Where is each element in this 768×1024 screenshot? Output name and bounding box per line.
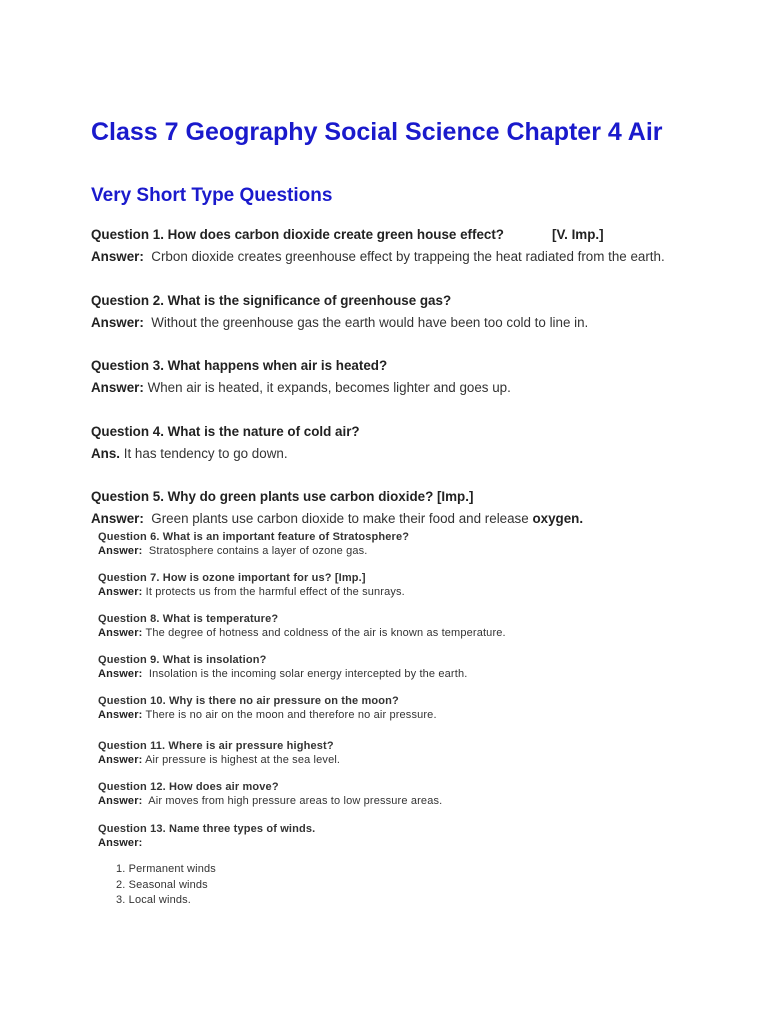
answer-label: Answer: (91, 511, 144, 526)
question-text: Question 7. How is ozone important for us? [Imp.] (98, 572, 366, 584)
question-block-2 (91, 292, 711, 331)
question-block-8 (98, 613, 658, 640)
answer-body: The degree of hotness and coldness of the air is known as temperature. (145, 627, 506, 639)
answer-emphasis: oxygen. (532, 511, 584, 526)
question-text: Question 8. What is temperature? (98, 613, 279, 625)
answer-text (91, 248, 711, 265)
question-text (91, 488, 711, 505)
answer-body: Stratosphere contains a layer of ozone gas. (148, 545, 368, 557)
answer-text (91, 445, 711, 462)
question-label: Question 3. What happens when air is heated? (91, 358, 388, 373)
question-block-9 (98, 654, 658, 681)
answer-text (98, 545, 658, 558)
answer-text (98, 668, 658, 681)
winds-list (116, 862, 216, 909)
importance-tag: [V. Imp.] (551, 227, 604, 242)
question-block-3 (91, 357, 711, 396)
question-block-6 (98, 531, 658, 558)
question-text: Question 9. What is insolation? (98, 654, 267, 666)
answer-text (98, 795, 658, 808)
answer-body: Green plants use carbon dioxide to make their food and release (151, 511, 529, 526)
answer-body: Crbon dioxide creates greenhouse effect by trappeing the heat radiated from the earth. (151, 249, 665, 264)
answer-label: Answer: (98, 627, 143, 639)
question-block-4 (91, 423, 711, 462)
question-block-11 (98, 740, 658, 767)
answer-text (98, 837, 658, 850)
answer-label: Answer: (98, 795, 143, 807)
answer-body: Air moves from high pressure areas to low pressure areas. (148, 795, 443, 807)
question-block-10 (98, 695, 658, 722)
question-label: Question 1. How does carbon dioxide create green house effect? (91, 227, 504, 242)
question-label: Question 5. Why do green plants use carbon dioxide? [Imp.] (91, 489, 474, 504)
answer-label: Answer: (91, 315, 144, 330)
answer-body: There is no air on the moon and therefore no air pressure. (145, 709, 437, 721)
answer-text (98, 586, 658, 599)
question-text (91, 226, 711, 243)
answer-text (98, 754, 658, 767)
answer-body: Air pressure is highest at the sea level. (145, 754, 341, 766)
answer-body: It has tendency to go down. (123, 446, 288, 461)
question-block-7 (98, 572, 658, 599)
answer-text (98, 627, 658, 640)
answer-body: It protects us from the harmful effect of the sunrays. (145, 586, 405, 598)
answer-body: When air is heated, it expands, becomes lighter and goes up. (147, 380, 511, 395)
question-text (91, 292, 711, 309)
question-label: Question 2. What is the significance of greenhouse gas? (91, 293, 452, 308)
answer-label: Answer: (98, 668, 143, 680)
answer-text (91, 314, 711, 331)
page-title: Class 7 Geography Social Science Chapter 4 Air (91, 118, 663, 146)
answer-body: Without the greenhouse gas the earth would have been too cold to line in. (151, 315, 589, 330)
answer-text (91, 379, 711, 396)
answer-text (91, 510, 711, 527)
question-text: Question 13. Name three types of winds. (98, 823, 316, 835)
answer-label: Answer: (98, 709, 143, 721)
list-item: 3. Local winds. (116, 894, 192, 906)
list-item: 2. Seasonal winds (116, 878, 208, 891)
question-block-1 (91, 226, 711, 265)
answer-body: Insolation is the incoming solar energy intercepted by the earth. (148, 668, 468, 680)
answer-label: Answer: (91, 249, 144, 264)
question-text: Question 6. What is an important feature of Stratosphere? (98, 531, 410, 543)
question-text: Question 10. Why is there no air pressure on the moon? (98, 695, 399, 707)
question-block-12 (98, 781, 658, 808)
answer-label: Answer: (98, 754, 143, 766)
question-text: Question 11. Where is air pressure highest? (98, 740, 334, 752)
question-text (91, 423, 711, 440)
answer-label: Answer: (98, 837, 143, 849)
question-block-13 (98, 823, 658, 850)
answer-label: Answer: (98, 586, 143, 598)
question-text (91, 357, 711, 374)
list-item: 1. Permanent winds (116, 863, 216, 875)
answer-label: Answer: (98, 545, 143, 557)
question-label: Question 4. What is the nature of cold air? (91, 424, 360, 439)
question-text: Question 12. How does air move? (98, 781, 279, 793)
section-title: Very Short Type Questions (91, 185, 333, 206)
answer-text (98, 709, 658, 722)
answer-label: Ans. (91, 446, 121, 461)
answer-label: Answer: (91, 380, 144, 395)
question-block-5 (91, 488, 711, 527)
